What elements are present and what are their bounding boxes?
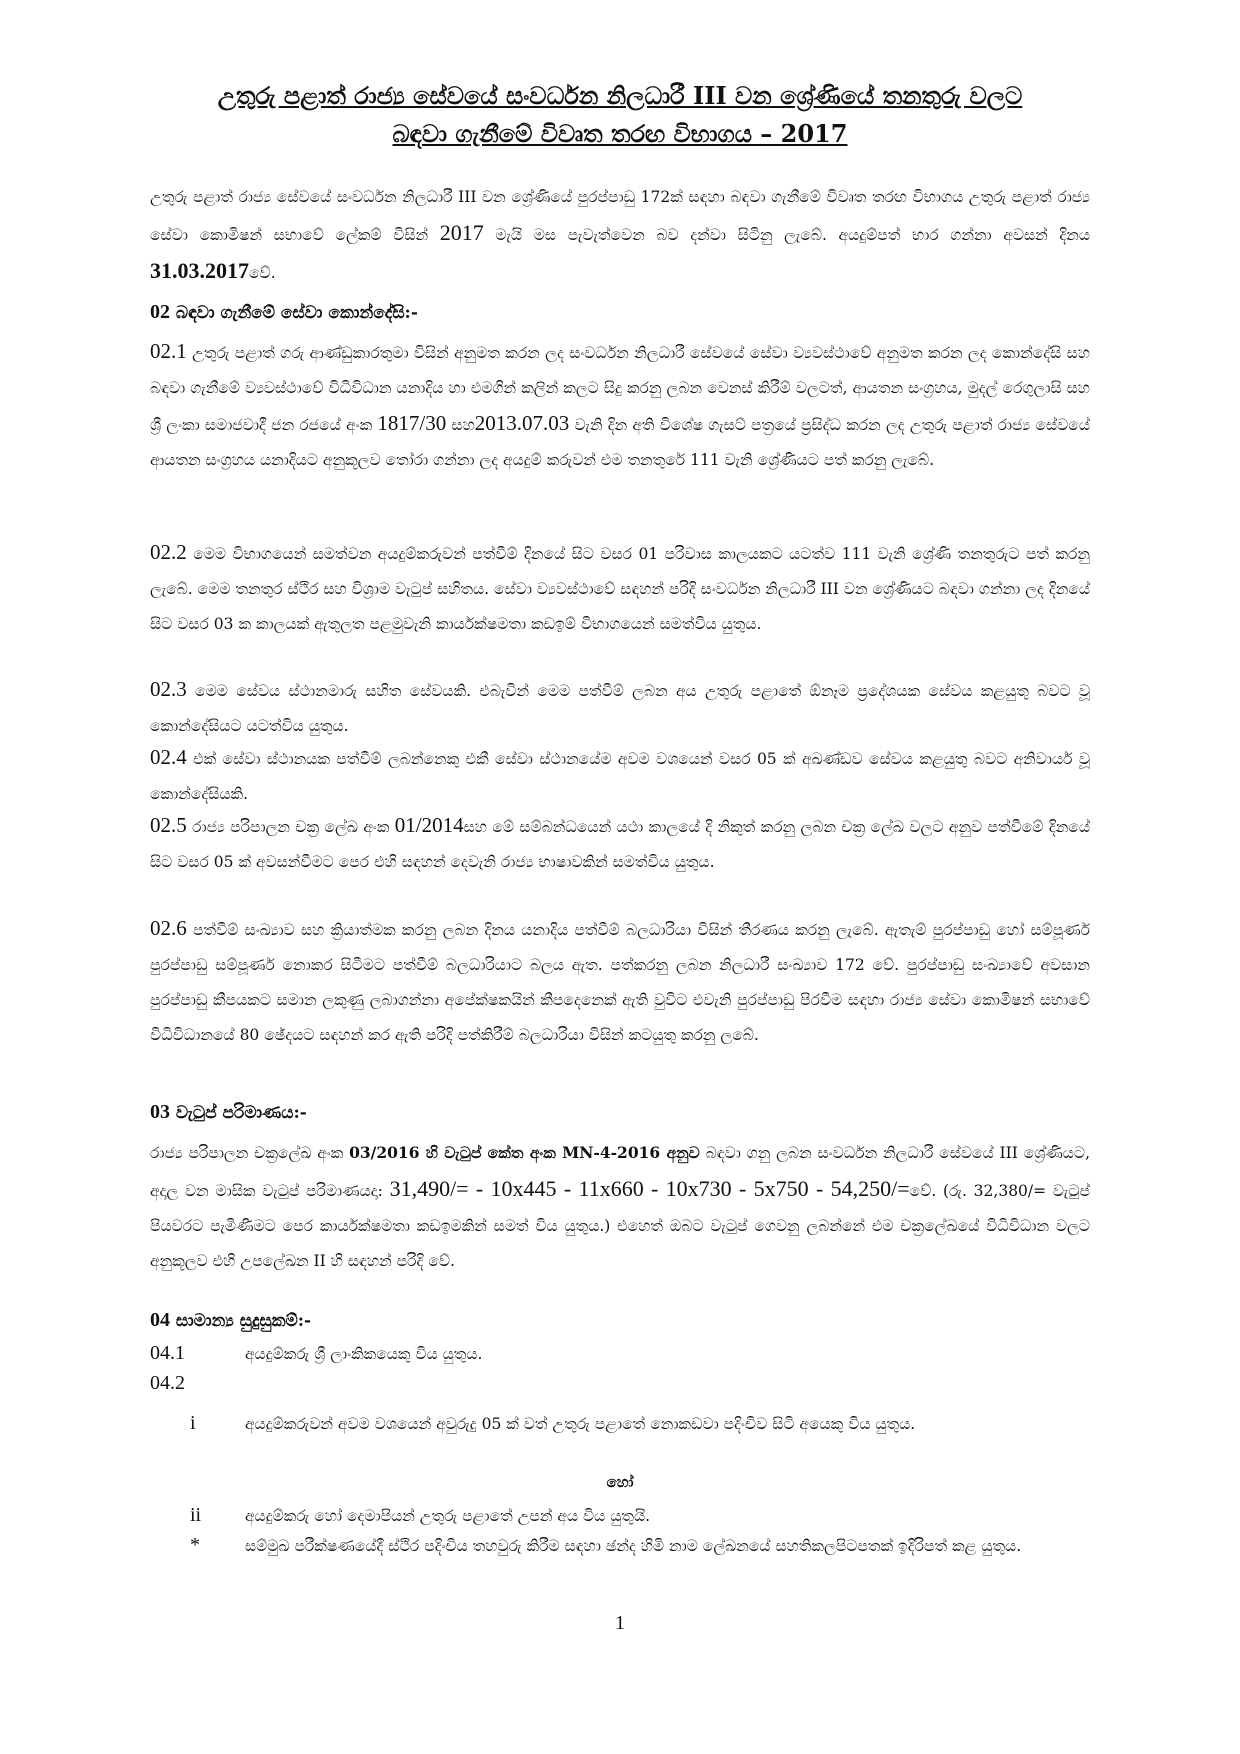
paragraph-02-6: [150, 911, 1090, 1053]
paragraph-02-2: [150, 535, 1090, 642]
section-03-number: 03: [150, 1101, 170, 1123]
section-02-number: 02: [150, 301, 170, 323]
intro-paragraph: [150, 180, 1090, 291]
paragraph-02-5-text-2: සහ මේ සම්බන්ධයෙන් යථා කාලයේ දි නිකුත් කරනු ලබන චක්‍ර ලේඛ වලට අනුව පත්වීමේ දිනයේ සිට වසර 05 ක් අවසන්වීමට පෙර එහි සඳහන් දෙවැනි රාජ්‍ය භාෂාවකින් සමත්විය යුතුය.: [150, 818, 1090, 871]
item-04-2-number: 04.2: [150, 1372, 185, 1394]
circular-number: 01/2014: [394, 813, 464, 837]
paragraph-02-6-text: පත්වීම් සංඛ්‍යාව සහ ක්‍රියාත්මක කරනු ලබන දිනය යනාදිය පත්වීම් බලධාරියා විසින් තීරණය කරනු ලැබේ. ඇතැම් පුරප්පාඩු හෝ සම්පූර්ණ පුරප්පාඩු සම්පූර්ණ නොකර සිටීමට පත්වීම් බලධාරියාට බලය ඇත. පත්කරනු ලබන නිලධාරී සංඛ්‍යාව 172 වේ. පුරප්පාඩු සංඛ්‍යාවේ අවසාන පුරප්පාඩු කීපයකට සමාන ලකුණු ලබාගන්නා අපේක්ෂකයින් කීපදෙනෙක් ඇති වුවිට එවැනි පුරප්පාඩු පිරවීම සඳහා රාජ්‍ය සේවා කොමිෂන් සභාවේ විධිවිධානයේ 80 ඡේදයට සඳහන් කර ඇති පරිදි පත්කිරීම් බලධාරියා විසින් කටයුතු කරනු ලබේ.: [150, 921, 1090, 1044]
salary-paragraph: [150, 1135, 1090, 1279]
sub-item-i-number: i: [190, 1412, 196, 1434]
paragraph-02-5: [150, 808, 1090, 880]
paragraph-02-2-text: මෙම විභාගයෙන් සමත්වන අයදුම්කරුවන් පත්වීම් දිනයේ සිට වසර 01 පරිවාස කාලයකට යටත්ව 111 වැනි ශ්‍රේණි තනතුරුට පත් කරනු ලැබේ. මෙම තනතුර ස්ථිර සහ විශ්‍රාම වැටුප් සහිතය. සේවා ව්‍යවස්ථාවේ සඳහන් පරිදි සංවර්ධන නිලධාරී III වන ශ්‍රේණියට බඳවා ගන්නා ලද දිනයේ සිට වසර 03 ක කාලයක් ඇතුලත පළමුවැනි කාර්යක්ෂමතා කඩඉම් විභාගයෙන් සමත්විය යුතුය.: [150, 545, 1091, 633]
section-04-title: සාමාන්‍ය සුදුසුකම්:-: [175, 1311, 312, 1331]
note-text: සම්මුඛ පරීක්ෂණයේදී ස්ථිර පදිංචිය තහවුරු කිරීම සඳහා ඡන්ද හිමි නාම ලේඛනයේ සහතිකලපිටපතක් ඉදිරිපත් කළ යුතුය.: [245, 1537, 1022, 1555]
sub-item-ii-number: ii: [190, 1504, 202, 1526]
paragraph-02-3: [150, 672, 1090, 744]
document-title-line-1: උතුරු පළාත් රාජ්‍ය සේවයේ සංවර්ධන නිලධාරී III වන ශ්‍රේණියේ තනතුරු වලට: [217, 81, 1023, 110]
section-02-title: බඳවා ගැනීමේ සේවා කොන්දේසි:-: [175, 303, 418, 323]
salary-text-3: වේ. (රු. 32,380/= වැටුප් පියවරට පැමිණීමට පෙර කාර්යක්ෂමතා කඩඉමකින් සමත් විය යුතුය.) එහෙත් ඔබට වැටුප් ගෙවනු ලබන්නේ එම චක්‍රලේඛයේ විධිවිධාන වලට අනුකූලව එහි උපලේඛන II හි සඳහන් පරිදි වේ.: [150, 1182, 1090, 1270]
intro-text-1: උතුරු පළාත් රාජ්‍ය සේවයේ සංවර්ධන නිලධාරී III වන ශ්‍රේණියේ පුරප්පාඩු 172ක් සඳහා බඳවා ගැනීමේ විවෘත තරඟ විභාගය උතුරු පළාත් රාජ්‍ය සේවා කොමිෂන් සභාවේ ලේකම් විසින්: [150, 188, 1090, 244]
sub-item-ii-text: අයදුම්කරු හෝ දෙමාපියන් උතුරු පළාතේ උපන් අය විය යුතුයි.: [245, 1507, 651, 1525]
paragraph-02-5-number: 02.5: [150, 813, 187, 837]
page-number: 1: [615, 1612, 625, 1634]
gazette-number: 1817/30: [377, 411, 447, 435]
note-asterisk: *: [190, 1534, 200, 1556]
exam-year: 2017: [439, 220, 484, 245]
salary-circular: 03/2016 හි වැටුප් කේත අංක MN-4-2016 අනුව: [349, 1143, 700, 1162]
paragraph-02-3-number: 02.3: [150, 677, 187, 701]
paragraph-02-4: [150, 740, 1090, 812]
paragraph-02-6-number: 02.6: [150, 916, 187, 940]
item-04-1-text: අයදුම්කරු ශ්‍රී ලාංකිකයෙකු විය යුතුය.: [245, 1345, 483, 1363]
intro-text-3: වේ.: [249, 264, 276, 282]
section-03-heading: [150, 1097, 307, 1128]
section-04-number: 04: [150, 1309, 170, 1331]
paragraph-02-1-text-2: සහ: [446, 416, 475, 434]
salary-scale: 31,490/= - 10x445 - 11x660 - 10x730 - 5x750 - 54,250/=: [389, 1176, 910, 1201]
paragraph-02-4-number: 02.4: [150, 745, 187, 769]
item-04-1-number: 04.1: [150, 1342, 185, 1364]
document-title-line-2: බඳවා ගැනීමේ විවෘත තරඟ විභාගය – 2017: [392, 119, 848, 148]
section-03-title: වැටුප් පරිමාණය:-: [175, 1103, 307, 1123]
paragraph-02-1-number: 02.1: [150, 339, 187, 363]
salary-text-2: බඳවා ගනු ලබන සංවර්ධන නිලධාරී සේවයේ III ශ්‍රේණියට, අදාල වන මාසික වැටුප් පරිමාණයදා:: [150, 1144, 1091, 1200]
salary-text-1: රාජ්‍ය පරිපාලන චක්‍රලේඛ අංක: [150, 1144, 350, 1162]
closing-date: 31.03.2017: [150, 258, 249, 283]
paragraph-02-4-text: එක් සේවා ස්ථානයක පත්වීම් ලබන්නෙකු එකී සේවා ස්ථානයේම අවම වශයෙන් වසර 05 ක් අඛණ්ඩව සේවය කළයුතු බවට අනිවාර්ය වූ කොන්දේසියකි.: [150, 750, 1090, 803]
paragraph-02-2-number: 02.2: [150, 540, 187, 564]
section-02-heading: [150, 297, 418, 328]
paragraph-02-3-text: මෙම සේවය ස්ථානමාරු සහිත සේවයකි. එබැවින් මෙම පත්වීම් ලබන අය උතුරු පළාතේ ඕනෑම ප්‍රදේශයක සේවය කළයුතු බවට වූ කොන්දේසියට යටත්විය යුතුය.: [150, 682, 1090, 735]
paragraph-02-5-text-1: රාජ්‍ය පරිපාලන චක්‍ර ලේඛ අංක: [186, 818, 395, 836]
or-separator: හෝ: [606, 1473, 634, 1491]
paragraph-02-1-text-3: වැනි දින අති විශේෂ ගැසට් පත්‍රයේ ප්‍රසිද්ධ කරන ලද උතුරු පළාත් රාජ්‍ය සේවයේ ආයතන සංග්‍රහය යනාදියට අනුකූලව තෝරා ගන්නා ලද අයදුම් කරුවන් එම තනතුරේ 111 වැනි ශ්‍රේණියට පත් කරනු ලැබේ.: [150, 416, 1090, 469]
paragraph-02-1-text-1: උතුරු පළාත් ගරු ආණ්ඩුකාරතුමා විසින් අනුමත කරන ලද සංවර්ධන නිලධාරී සේවයේ සේවා ව්‍යවස්ථාවේ අනුමත කරන ලද කොන්දේසි සහ බඳවා ගැනීමේ ව්‍යවස්ථාවේ විධිවිධාන යනාදිය හා එමගින් කලින් කලට සිදු කරනු ලබන වෙනස් කිරීම් වලටත්, ආයතන සංග්‍රහය, මුදල් රෙගුලාසි සහ ශ්‍රී ලංකා සමාජවාදී ජන රජයේ අංක: [150, 344, 1090, 434]
paragraph-02-1: [150, 334, 1090, 478]
gazette-date: 2013.07.03: [474, 411, 570, 435]
section-04-heading: [150, 1305, 311, 1336]
intro-text-2: මැයි මස පැවැත්වෙන බව දන්වා සිටිනු ලැබේ. අයදුම්පත් භාර ගන්නා අවසන් දිනය: [483, 226, 1090, 244]
sub-item-i-text: අයදුම්කරුවන් අවම වශයෙන් අවුරුදු 05 ක් වත් උතුරු පළාතේ නොකඩවා පදිංචිව සිටි අයෙකු විය යුතුය.: [245, 1415, 916, 1433]
